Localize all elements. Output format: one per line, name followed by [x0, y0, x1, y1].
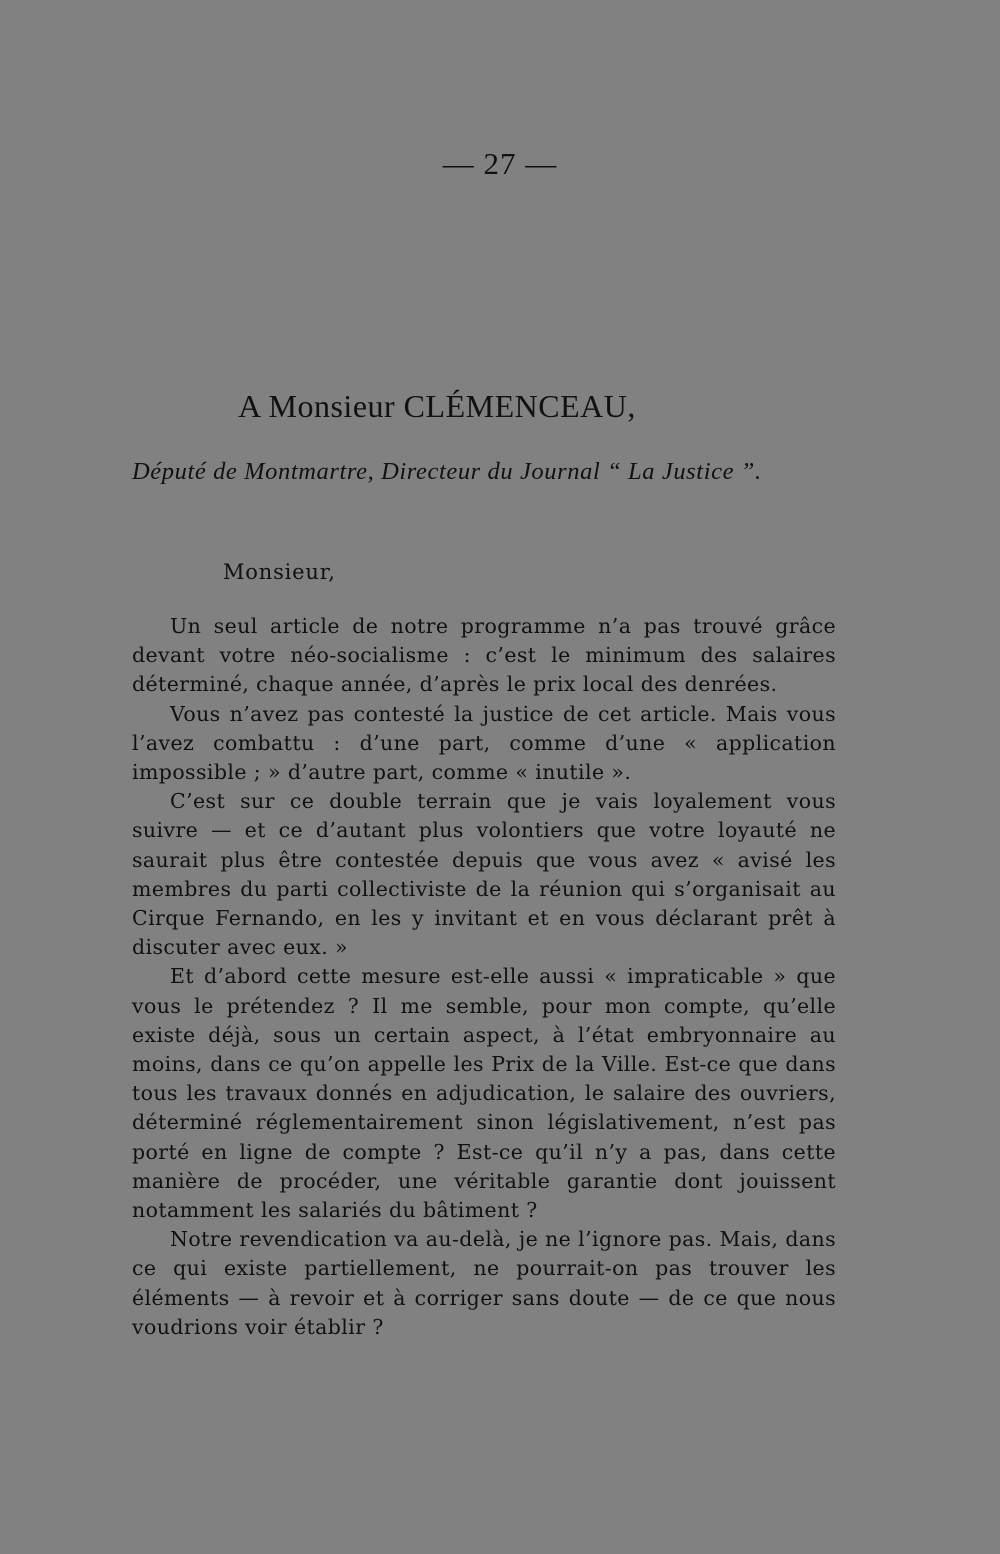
salutation: Monsieur,	[223, 560, 336, 584]
paragraph: C’est sur ce double terrain que je vais loyalement vous suivre — et ce d’autant plus volontiers que votre loyauté ne saurait plus être contestée depuis que vous avez « avisé les membres du parti collectiviste de la réunion qui s’organisait au Cirque Fernando, en les y invitant et en vous déclarant prêt à discuter avec eux. »	[132, 789, 836, 960]
paragraph: Notre revendication va au-delà, je ne l’ignore pas. Mais, dans ce qui existe partiellement, ne pourrait-on pas trouver les éléments — à revoir et à corriger sans doute — de ce que nous voudrions voir établir ?	[132, 1227, 836, 1339]
page-number: — 27 —	[442, 146, 558, 181]
paragraph: Un seul article de notre programme n’a pas trouvé grâce devant votre néo-socialisme : c’est le minimum des salaires déterminé, chaque année, d’après le prix local des denrées.	[132, 614, 836, 697]
letter-subheading: Député de Montmartre, Directeur du Journal “ La Justice ”.	[132, 458, 762, 485]
paragraph: Et d’abord cette mesure est-elle aussi « impraticable » que vous le prétendez ? Il me semble, pour mon compte, qu’elle existe déjà, sous un certain aspect, à l’état embryonnaire au moins, dans ce qu’on appelle les Prix de la Ville. Est-ce que dans tous les travaux donnés en adjudication, le salaire des ouvriers, déterminé réglementairement sinon législativement, n’est pas porté en ligne de compte ? Est-ce qu’il n’y a pas, dans cette manière de procéder, une véritable garantie dont jouissent notamment les salariés du bâtiment ?	[132, 964, 836, 1223]
paragraph: Vous n’avez pas contesté la justice de cet article. Mais vous l’avez combattu : d’une part, comme d’une « application impossible ; » d’autre part, comme « inutile ».	[132, 701, 836, 785]
letter-body	[132, 612, 836, 1342]
letter-heading: A Monsieur CLÉMENCEAU,	[238, 388, 636, 424]
